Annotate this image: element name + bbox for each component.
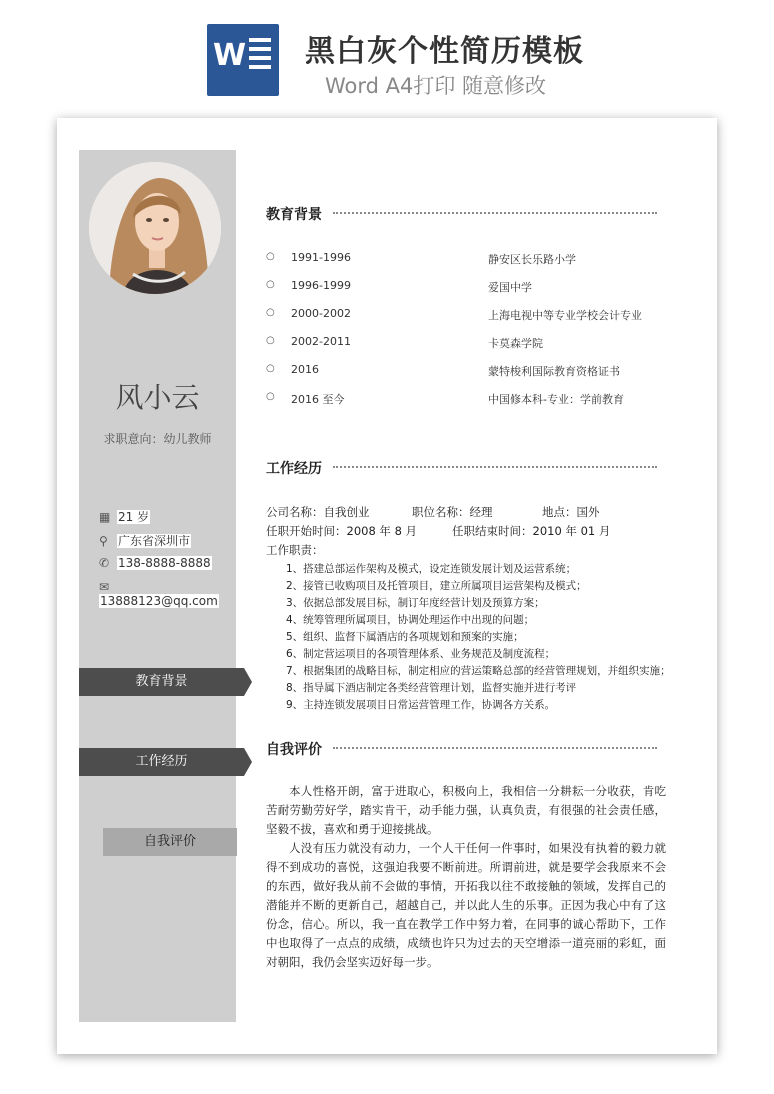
location-pin-icon: ⚲ [99,534,108,548]
info-email [99,580,236,608]
work-duties-label: 工作职责： [266,543,324,557]
education-years: 2016 至今 [291,393,345,406]
side-tag-education: 教育背景 [79,668,244,696]
portrait-image [89,162,221,294]
location-value: 广东省深圳市 [118,534,191,548]
duty-item: 2、接管已收购项目及托管项目，建立所属项目运营架构及模式； [286,580,587,592]
education-school: 蒙特梭利国际教育资格证书 [488,365,620,378]
self-eval-paragraph: 人没有压力就没有动力，一个人干任何一件事时，如果没有执着的毅力就得不到成功的喜悦，这强迫我要不断前进。所谓前进，就是要学会我原来不会的东西，做好我从前不会做的事情，开拓我以往不敢接触的领域，发挥自己的潜能并不断的更新自己，超越自己，并以此人生的乐事。正因为我心中有了这份念，信心。所以，我一直在教学工作中努力着，在同事的诚心帮助下，工作中也取得了一点点的成绩，成绩也许只为过去的天空增添一道亮丽的彩虹，面对朝阳，我仍会坚实迈好每一步。 [266,841,666,969]
bullet-icon: ○ [266,279,275,290]
info-location [99,532,191,549]
education-item [266,363,686,381]
self-eval-text [266,782,666,972]
education-school: 上海电视中等专业学校会计专业 [488,309,642,322]
work-place: 地点：国外 [542,505,600,519]
age-value: 21 岁 [118,510,150,524]
bullet-icon: ○ [266,251,275,262]
bullet-icon: ○ [266,307,275,318]
duty-item: 3、依据总部发展目标，制订年度经营计划及预算方案； [286,597,545,609]
avatar [89,162,221,294]
education-years: 2016 [291,363,319,376]
work-end: 任职结束时间：2010 年 01 月 [452,524,611,538]
work-divider [333,466,657,468]
duty-item: 7、根据集团的战略目标，制定相应的营运策略总部的经营管理规划，并组织实施； [286,665,671,677]
side-tag-work: 工作经历 [79,748,244,776]
education-years: 1996-1999 [291,279,351,292]
education-item [266,335,686,353]
work-position: 职位名称：经理 [412,505,493,519]
duty-item: 5、组织、监督下属酒店的各项规划和预案的实施； [286,631,524,643]
education-item [266,307,686,325]
word-logo-letter: W [213,38,247,73]
education-item [266,391,686,409]
side-tag-self: 自我评价 [103,828,237,856]
education-years: 2000-2002 [291,307,351,320]
resume-page [57,118,717,1054]
duty-item: 4、统筹管理所属项目，协调处理运作中出现的问题； [286,614,535,626]
info-age [99,508,150,525]
education-school: 静安区长乐路小学 [488,253,576,266]
education-school: 中国修本科-专业：学前教育 [488,393,624,406]
self-eval-divider [333,747,657,749]
education-years: 2002-2011 [291,335,351,348]
phone-icon: ✆ [99,556,110,570]
education-years: 1991-1996 [291,251,351,264]
sidebar [79,150,236,1022]
education-divider [333,212,657,214]
info-phone [99,556,212,570]
duty-item: 6、制定营运项目的各项管理体系、业务规范及制度流程； [286,648,556,660]
phone-value: 138-8888-8888 [118,556,211,570]
bullet-icon: ○ [266,335,275,346]
page-header [0,0,774,110]
work-company: 公司名称：自我创业 [266,505,370,519]
job-intent: 求职意向：幼儿教师 [103,432,212,446]
mail-icon: ✉ [99,580,110,594]
duty-item: 9、主持连锁发展项目日常运营管理工作，协调各方关系。 [286,699,556,711]
self-eval-heading: 自我评价 [266,742,322,758]
calendar-icon: ▦ [99,510,111,524]
bullet-icon: ○ [266,391,275,402]
education-item [266,279,686,297]
duty-item: 8、指导属下酒店制定各类经营管理计划，监督实施并进行考评 [286,682,577,694]
bullet-icon: ○ [266,363,275,374]
education-school: 爱国中学 [488,281,532,294]
work-start: 任职开始时间：2008 年 8 月 [266,524,418,538]
education-heading: 教育背景 [266,207,322,223]
work-heading: 工作经历 [266,461,322,477]
education-item [266,251,686,269]
candidate-name: 风小云 [115,381,200,414]
email-value: 13888123@qq.com [100,594,218,608]
page-title: 黑白灰个性简历模板 [305,34,584,69]
word-icon [207,24,279,96]
education-school: 卡莫森学院 [488,337,543,350]
duty-item: 1、搭建总部运作架构及模式，设定连锁发展计划及运营系统； [286,563,577,575]
page-subtitle: Word A4打印 随意修改 [325,74,547,98]
self-eval-paragraph: 本人性格开朗，富于进取心，积极向上，我相信一分耕耘一分收获，肯吃苦耐劳勤劳好学，踏实肯干，动手能力强，认真负责，有很强的社会责任感，坚毅不拔，喜欢和勇于迎接挑战。 [266,784,666,836]
